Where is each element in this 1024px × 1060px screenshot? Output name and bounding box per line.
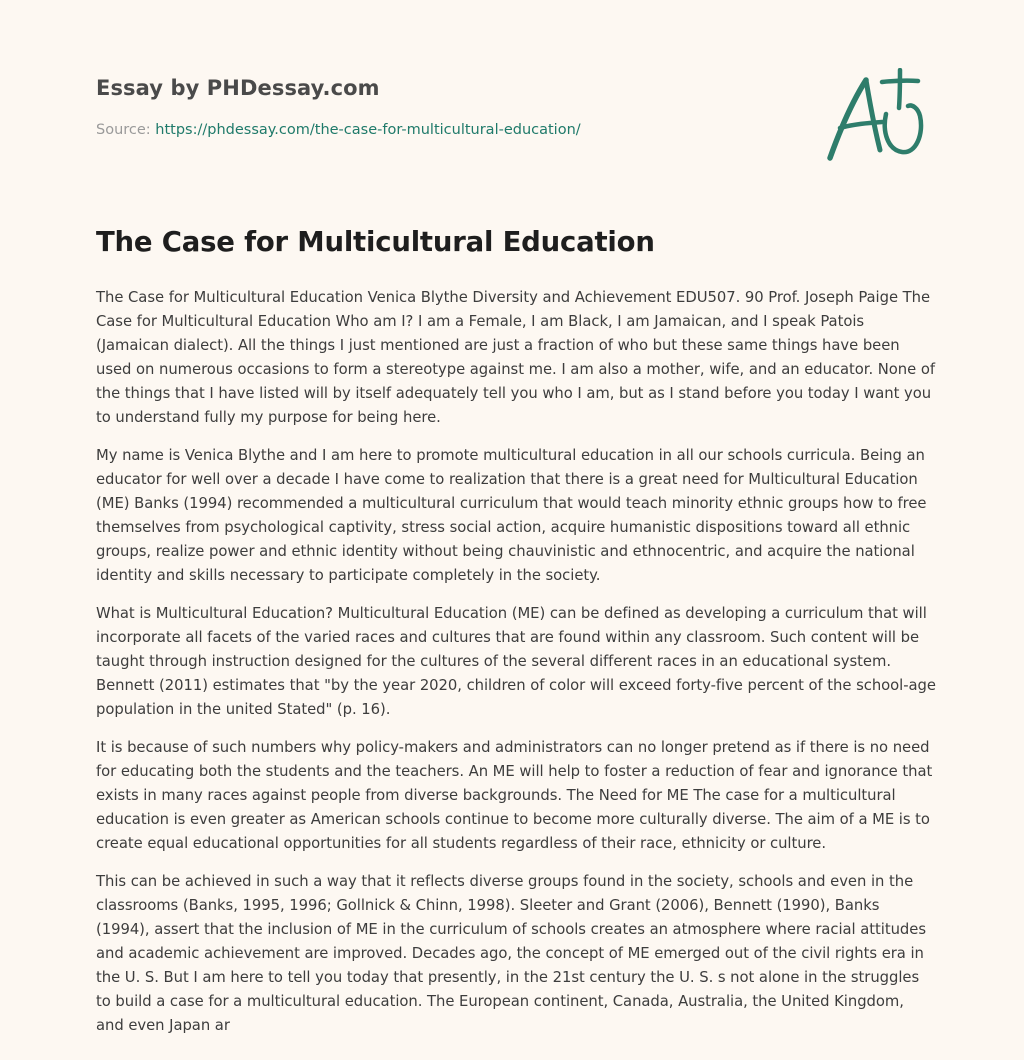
- essay-paragraph: My name is Venica Blythe and I am here to promote multicultural education in all our schools curricula. Being an educator for well over a decade I have come to realization that there is a great need for Multicultural Education (ME) Banks (1994) recommended a multicultural curriculum that would teach minority ethnic groups how to free themselves from psychological captivity, stress social action, acquire humanistic dispositions toward all ethnic groups, realize power and ethnic identity without being chauvinistic and ethnocentric, and acquire the national identity and skills necessary to participate completely in the society.: [96, 447, 927, 584]
- source-label: Source:: [96, 122, 151, 138]
- page-header: [96, 76, 796, 138]
- source-line: [96, 122, 796, 138]
- source-link[interactable]: https://phdessay.com/the-case-for-multicultural-education/: [155, 122, 581, 138]
- site-brand: Essay by PHDessay.com: [96, 76, 380, 100]
- a-plus-logo: [822, 68, 926, 164]
- essay-title: The Case for Multicultural Education: [96, 226, 655, 258]
- essay-paragraph: It is because of such numbers why policy-makers and administrators can no longer pretend as if there is no need for educating both the students and the teachers. An ME will help to foster a reduction of fear and ignorance that exists in many races against people from diverse backgrounds. The Need for ME The case for a multicultural education is even greater as American schools continue to become more culturally diverse. The aim of a ME is to create equal educational opportunities for all students regardless of their race, ethnicity or culture.: [96, 739, 933, 852]
- essay-paragraph: This can be achieved in such a way that it reflects diverse groups found in the society, schools and even in the classrooms (Banks, 1995, 1996; Gollnick & Chinn, 1998). Sleeter and Grant (2006), Bennett (1990), Banks (1994), assert that the inclusion of ME in the curriculum of schools creates an atmosphere where racial attitudes and academic achievement are improved. Decades ago, the concept of ME emerged out of the civil rights era in the U. S. But I am here to tell you today that presently, in the 21st century the U. S. s not alone in the struggles to build a case for a multicultural education. The European continent, Canada, Australia, the United Kingdom, and even Japan ar: [96, 873, 926, 1034]
- essay-body: [96, 286, 936, 1052]
- essay-paragraph: What is Multicultural Education? Multicultural Education (ME) can be defined as developing a curriculum that will incorporate all facets of the varied races and cultures that are found within any classroom. Such content will be taught through instruction designed for the cultures of the several different races in an educational system. Bennett (2011) estimates that "by the year 2020, children of color will exceed forty-five percent of the school-age population in the united Stated" (p. 16).: [96, 605, 936, 718]
- essay-paragraph: The Case for Multicultural Education Venica Blythe Diversity and Achievement EDU507. 90 Prof. Joseph Paige The Case for Multicultural Education Who am I? I am a Female, I am Black, I am Jamaican, and I speak Patois (Jamaican dialect). All the things I just mentioned are just a fraction of who but these same things have been used on numerous occasions to form a stereotype against me. I am also a mother, wife, and an educator. None of the things that I have listed will by itself adequately tell you who I am, but as I stand before you today I want you to understand fully my purpose for being here.: [96, 289, 935, 426]
